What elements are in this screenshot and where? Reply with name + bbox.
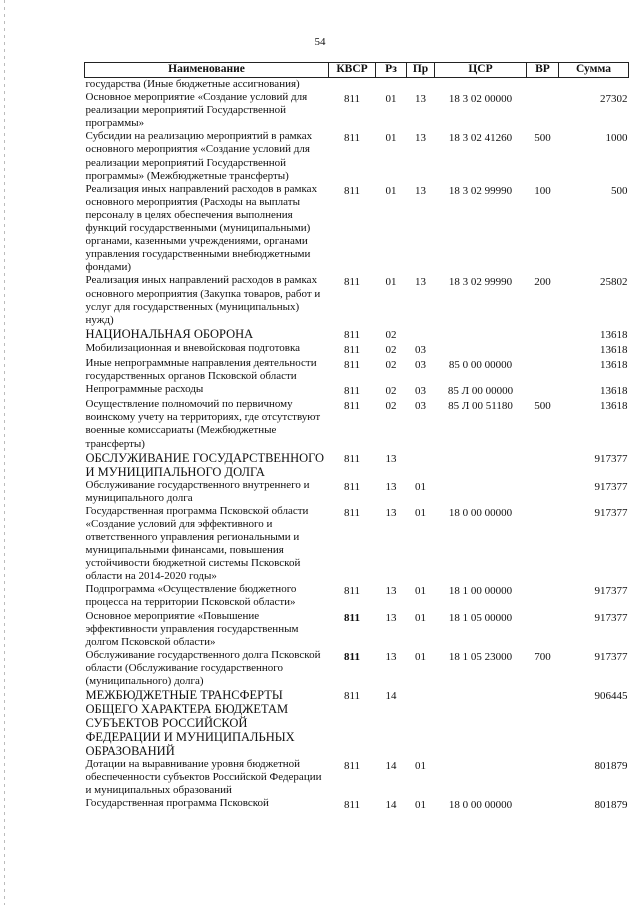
budget-table <box>84 62 629 813</box>
cell-vr: 200 <box>534 276 551 289</box>
cell-csr: 18 0 00 00000 <box>448 506 513 519</box>
cell-kvsr: 811 <box>343 276 361 289</box>
cell-kvsr: 811 <box>343 585 361 598</box>
cell-vr: 700 <box>534 650 551 663</box>
cell-pr <box>407 78 435 92</box>
cell-rz: 02 <box>385 328 397 341</box>
cell-kvsr <box>329 78 376 92</box>
table-body <box>85 78 629 813</box>
cell-kvsr: 811 <box>343 184 361 197</box>
cell-csr: 18 3 02 99990 <box>448 276 513 289</box>
cell-rz: 02 <box>385 358 397 371</box>
cell-vr <box>527 797 559 812</box>
scan-edge <box>4 0 5 905</box>
cell-vr <box>527 327 559 342</box>
cell-vr: 500 <box>534 400 551 413</box>
cell-pr: 03 <box>415 358 426 371</box>
cell-csr: 18 0 00 00000 <box>448 799 513 812</box>
cell-kvsr: 811 <box>343 93 361 106</box>
cell-rz: 14 <box>385 799 397 812</box>
cell-name: Основное мероприятие «Повышение эффективности управления государственным долгом Псковской области» <box>85 609 299 648</box>
cell-sum: 27302 <box>600 93 628 106</box>
cell-pr: 01 <box>415 760 426 773</box>
cell-csr <box>435 327 527 342</box>
cell-name: Дотации на выравнивание уровня бюджетной обеспеченности субъектов Российской Федерации и муниципальных образований <box>85 758 322 797</box>
cell-name: Обслуживание государственного внутреннего и муниципального долга <box>85 478 310 504</box>
header-kvsr: КВСР <box>329 63 376 78</box>
cell-sum: 1000 <box>605 132 628 145</box>
cell-vr <box>527 78 559 92</box>
cell-name: Непрограммные расходы <box>85 383 204 396</box>
cell-kvsr: 811 <box>343 799 361 812</box>
cell-name: НАЦИОНАЛЬНАЯ ОБОРОНА <box>85 326 254 341</box>
cell-rz: 14 <box>385 760 397 773</box>
cell-vr <box>527 383 559 398</box>
cell-name: Иные непрограммные направления деятельности государственных органов Псковской области <box>85 356 317 383</box>
cell-name: Мобилизационная и вневойсковая подготовка <box>85 341 301 354</box>
cell-sum: 801879 <box>594 760 628 773</box>
cell-name: Государственная программа Псковской области «Создание условий для эффективного и ответственного управления региональными и муниципальными финансами, повышения устойчивости бюджетной системы Псковской области на 2014-2020 годы» <box>85 504 309 583</box>
cell-pr <box>407 327 435 342</box>
cell-csr: 85 0 00 00000 <box>448 358 513 371</box>
cell-pr: 01 <box>415 480 426 493</box>
cell-rz: 14 <box>385 690 397 703</box>
table-row <box>85 383 629 398</box>
cell-name: ОБСЛУЖИВАНИЕ ГОСУДАРСТВЕННОГО И МУНИЦИПАЛЬНОГО ДОЛГА <box>85 450 325 479</box>
cell-vr: 100 <box>534 184 551 197</box>
cell-pr <box>407 688 435 758</box>
cell-rz: 13 <box>385 611 397 624</box>
cell-rz <box>376 78 407 92</box>
cell-sum: 917377 <box>594 611 628 624</box>
cell-pr: 03 <box>415 385 426 398</box>
cell-name: Подпрограмма «Осуществление бюджетного процесса на территории Псковской области» <box>85 583 297 609</box>
cell-kvsr: 811 <box>343 480 361 493</box>
header-vr: ВР <box>527 63 559 78</box>
cell-sum <box>559 78 629 92</box>
cell-pr: 01 <box>415 611 426 624</box>
cell-kvsr: 811 <box>343 506 361 519</box>
cell-kvsr: 811 <box>343 760 361 773</box>
cell-pr: 13 <box>415 184 426 197</box>
cell-vr <box>527 505 559 584</box>
table-row <box>85 505 629 584</box>
cell-csr <box>435 758 527 797</box>
cell-kvsr: 811 <box>344 611 360 624</box>
cell-vr <box>527 583 559 609</box>
cell-name: Основное мероприятие «Создание условий для реализации мероприятий Государственной программы» <box>85 91 308 130</box>
cell-sum: 801879 <box>594 799 628 812</box>
cell-vr <box>527 758 559 797</box>
cell-vr <box>527 479 559 505</box>
table-row <box>85 398 629 450</box>
cell-vr <box>527 342 559 357</box>
table-row <box>85 357 629 383</box>
cell-pr: 03 <box>415 343 426 356</box>
cell-name: государства (Иные бюджетные ассигнования) <box>85 78 300 90</box>
cell-vr <box>527 451 559 479</box>
table-row <box>85 758 629 797</box>
cell-sum: 917377 <box>594 506 628 519</box>
header-pr: Пр <box>407 63 435 78</box>
cell-pr: 01 <box>415 650 426 663</box>
cell-kvsr: 811 <box>343 400 361 413</box>
cell-name: МЕЖБЮДЖЕТНЫЕ ТРАНСФЕРТЫ ОБЩЕГО ХАРАКТЕРА БЮДЖЕТАМ СУБЪЕКТОВ РОССИЙСКОЙ ФЕДЕРАЦИИ И МУНИЦИПАЛЬНЫХ ОБРАЗОВАНИЙ <box>85 688 295 759</box>
table-row <box>85 130 629 182</box>
table-row <box>85 797 629 812</box>
cell-csr <box>435 78 527 92</box>
cell-name: Субсидии на реализацию мероприятий в рамках основного мероприятия «Создание условий для реализации мероприятий Государственной программы» (Межбюджетные трансферты) <box>85 130 313 182</box>
header-rz: Рз <box>376 63 407 78</box>
cell-rz: 02 <box>385 400 397 413</box>
table-row <box>85 91 629 130</box>
cell-name: Осуществление полномочий по первичному воинскому учету на территориях, где отсутствуют военные комиссариаты (Межбюджетные трансферты) <box>85 398 321 450</box>
cell-csr: 85 Л 00 51180 <box>448 400 513 413</box>
cell-kvsr: 811 <box>343 132 361 145</box>
cell-csr: 85 Л 00 00000 <box>447 385 514 398</box>
cell-vr <box>527 610 559 649</box>
table-row <box>85 688 629 758</box>
cell-vr <box>527 91 559 130</box>
cell-csr <box>435 688 527 758</box>
table-row <box>85 274 629 326</box>
table-row <box>85 342 629 357</box>
cell-pr: 01 <box>415 585 426 598</box>
cell-csr: 18 3 02 99990 <box>448 184 513 197</box>
cell-name: Реализация иных направлений расходов в рамках основного мероприятия (Закупка товаров, работ и услуг для государственных (муниципальных) нужд) <box>85 274 321 326</box>
cell-rz: 02 <box>385 343 397 356</box>
table-row <box>85 610 629 649</box>
table-row <box>85 327 629 342</box>
cell-csr <box>435 451 527 479</box>
cell-rz: 02 <box>385 385 397 398</box>
cell-csr: 18 3 02 41260 <box>448 132 513 145</box>
cell-kvsr: 811 <box>344 650 360 663</box>
header-csr: ЦСР <box>435 63 527 78</box>
header-name: Наименование <box>85 63 329 78</box>
cell-rz: 01 <box>385 93 397 106</box>
cell-pr <box>407 451 435 479</box>
cell-rz: 13 <box>385 585 397 598</box>
cell-rz: 01 <box>385 132 397 145</box>
cell-csr <box>435 342 527 357</box>
cell-kvsr: 811 <box>343 452 361 465</box>
cell-sum: 13618 <box>600 358 628 371</box>
cell-rz: 13 <box>385 650 397 663</box>
cell-kvsr: 811 <box>343 343 361 356</box>
cell-sum: 917377 <box>594 585 628 598</box>
cell-vr: 500 <box>534 132 551 145</box>
cell-csr: 18 1 00 00000 <box>448 585 513 598</box>
cell-rz: 01 <box>385 184 397 197</box>
cell-csr: 18 3 02 00000 <box>448 93 513 106</box>
cell-kvsr: 811 <box>343 385 361 398</box>
cell-vr <box>527 357 559 383</box>
cell-sum: 13618 <box>600 400 628 413</box>
cell-sum: 917377 <box>594 650 628 663</box>
cell-kvsr: 811 <box>343 690 361 703</box>
cell-name: Реализация иных направлений расходов в рамках основного мероприятия (Расходы на выплаты персоналу в целях обеспечения выполнения функций государственными (муниципальными) органами, казенными учреждениями, органами управления государственными внебюджетными фондами) <box>85 182 318 274</box>
cell-sum: 25802 <box>600 276 628 289</box>
cell-sum: 917377 <box>594 452 628 465</box>
cell-sum: 13618 <box>600 328 628 341</box>
cell-rz: 13 <box>385 452 397 465</box>
cell-sum: 13618 <box>600 385 628 398</box>
cell-rz: 01 <box>385 276 397 289</box>
cell-kvsr: 811 <box>343 328 361 341</box>
cell-csr: 18 1 05 00000 <box>448 611 513 624</box>
table-header-row <box>85 63 629 78</box>
cell-sum: 13618 <box>600 343 628 356</box>
cell-pr: 13 <box>415 276 426 289</box>
cell-pr: 01 <box>415 506 426 519</box>
table-row <box>85 583 629 609</box>
cell-kvsr: 811 <box>343 358 361 371</box>
table-row <box>85 479 629 505</box>
cell-pr: 03 <box>415 400 426 413</box>
cell-name: Обслуживание государственного долга Псковской области (Обслуживание государственного (муниципального) долга) <box>85 648 321 688</box>
cell-vr <box>527 688 559 758</box>
cell-rz: 13 <box>385 480 397 493</box>
cell-sum: 500 <box>611 184 628 197</box>
cell-rz: 13 <box>385 506 397 519</box>
cell-sum: 917377 <box>594 480 628 493</box>
page-number: 54 <box>314 36 326 48</box>
cell-pr: 01 <box>415 799 426 812</box>
cell-csr: 18 1 05 23000 <box>448 650 513 663</box>
table-row <box>85 78 629 92</box>
table-row <box>85 649 629 688</box>
cell-csr <box>435 479 527 505</box>
cell-pr: 13 <box>415 132 426 145</box>
header-sum: Сумма <box>559 63 629 78</box>
cell-pr: 13 <box>415 93 426 106</box>
table-row <box>85 183 629 275</box>
cell-sum: 906445 <box>594 690 628 703</box>
cell-name: Государственная программа Псковской <box>85 797 269 810</box>
table-row <box>85 451 629 479</box>
